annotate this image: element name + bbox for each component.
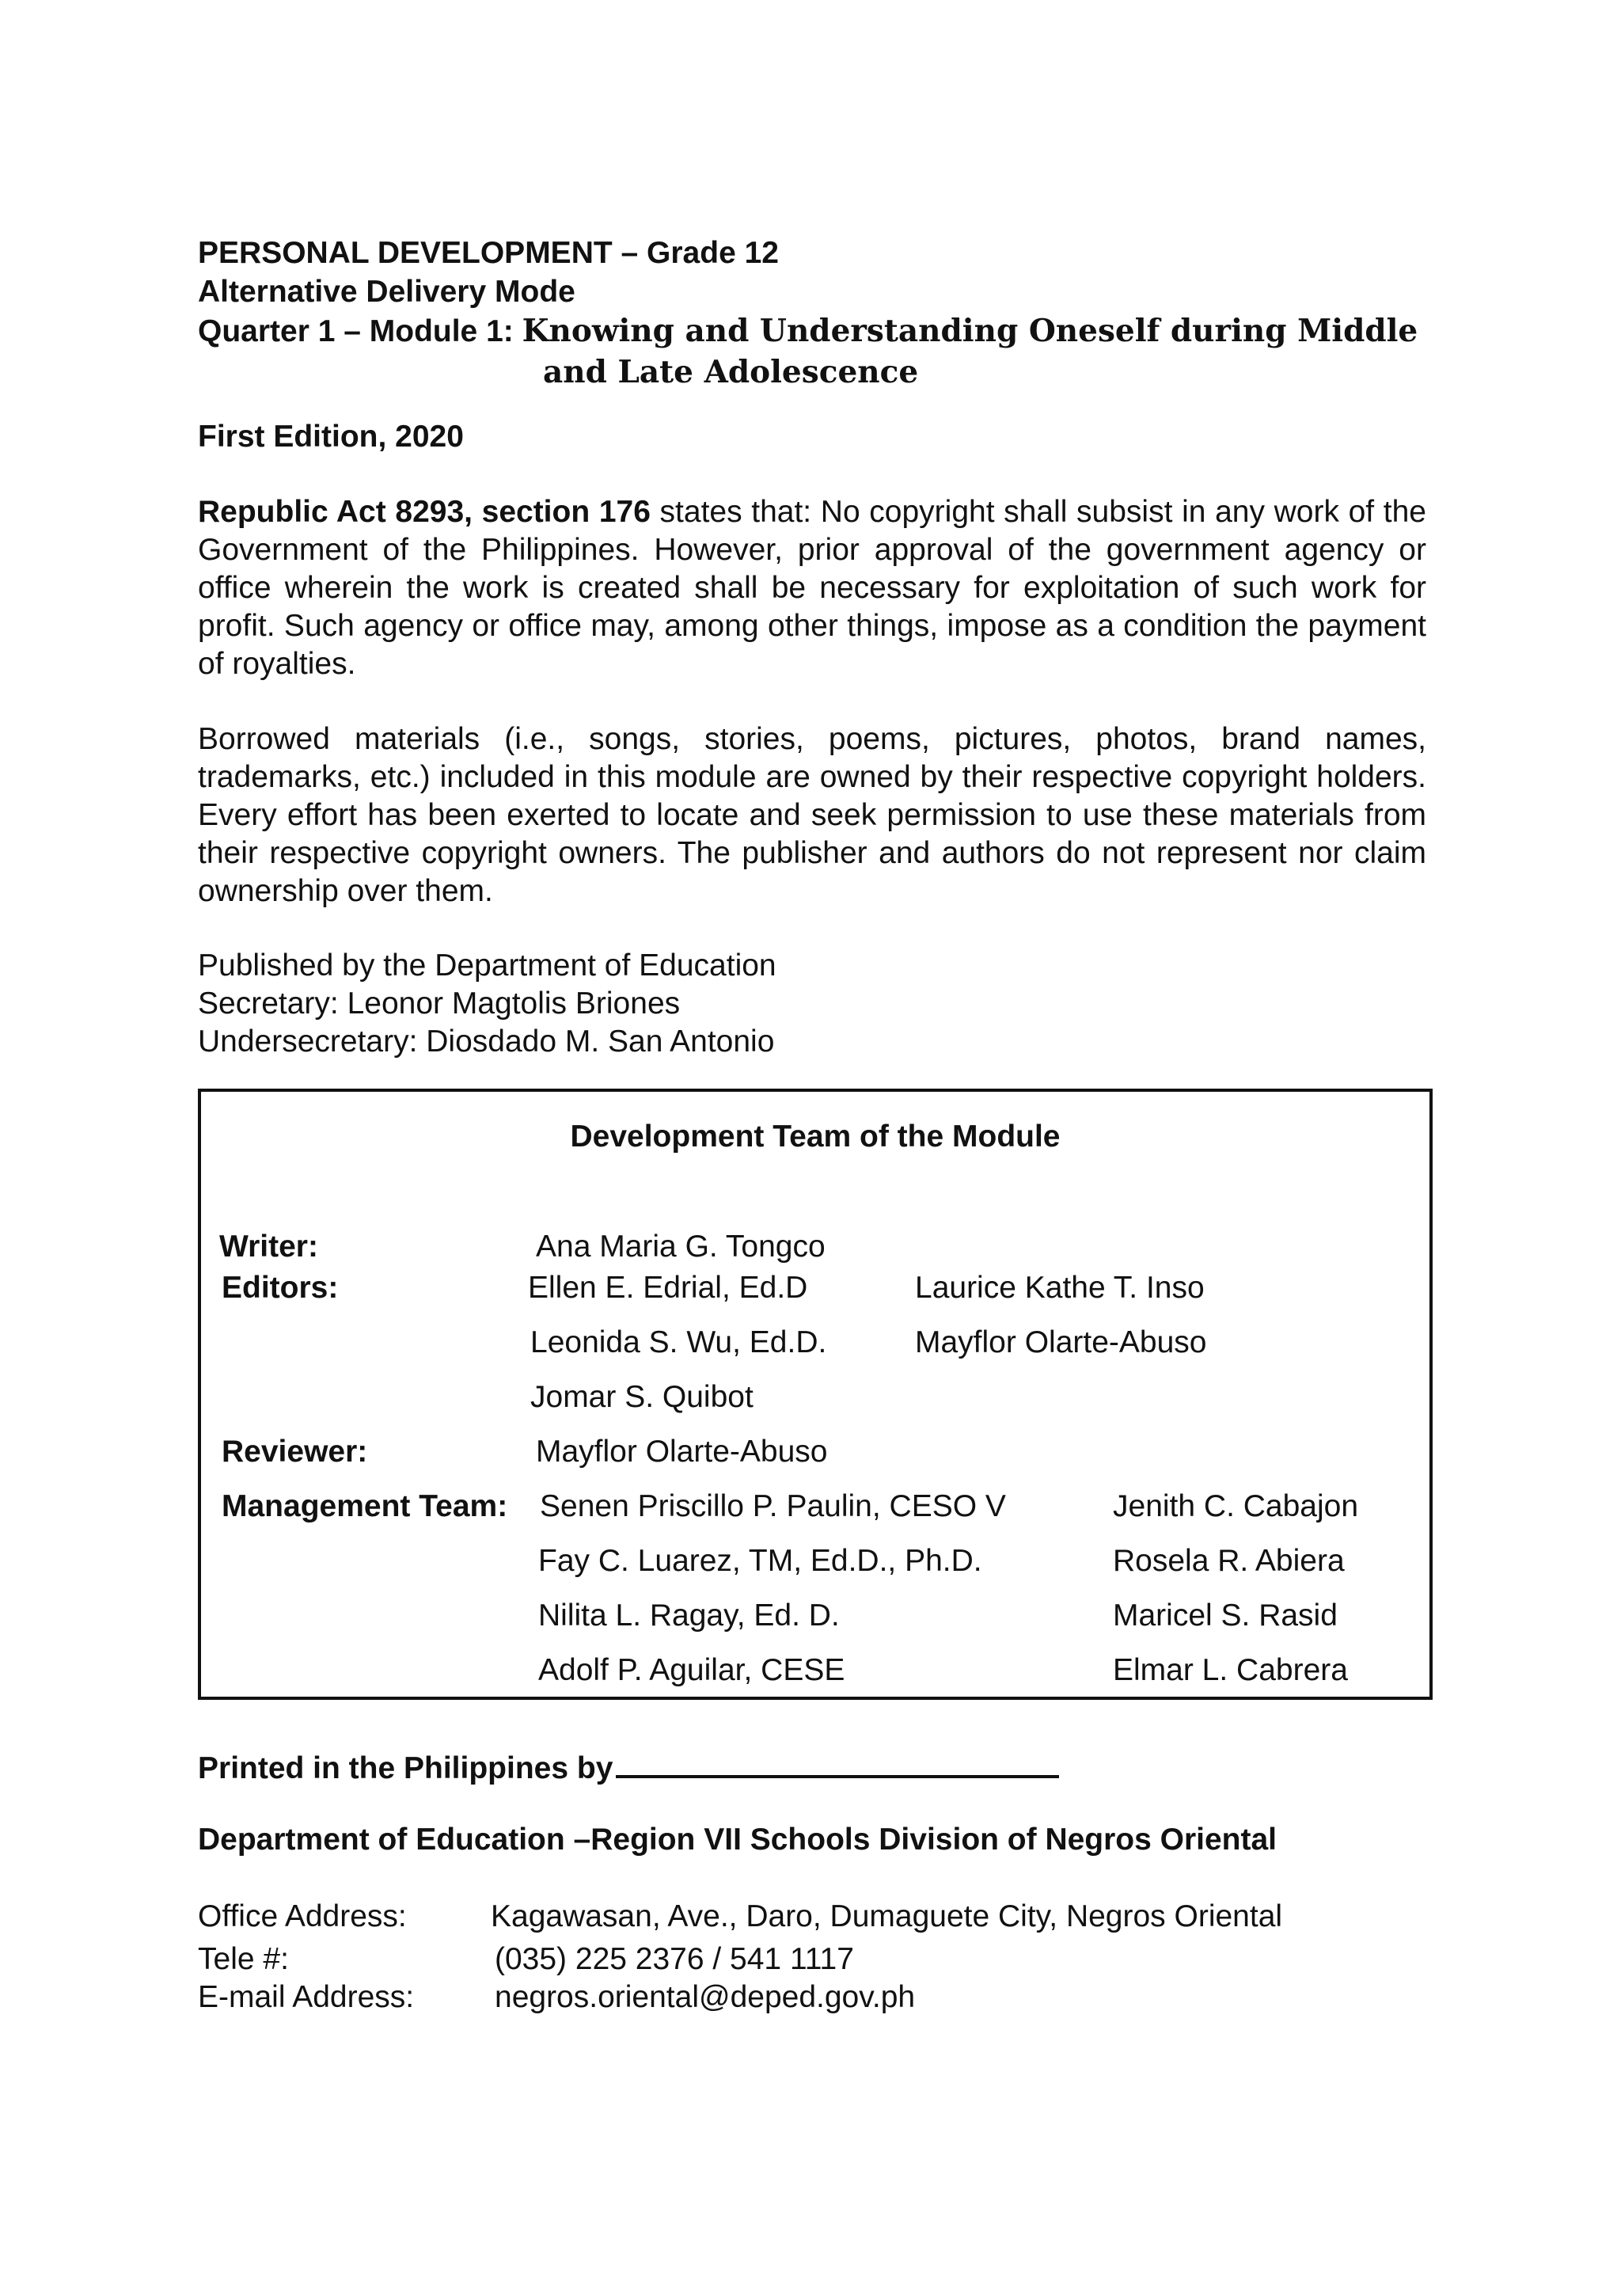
delivery-mode: Alternative Delivery Mode bbox=[198, 275, 575, 309]
editor-name: Leonida S. Wu, Ed.D. bbox=[530, 1325, 827, 1359]
printed-in-line bbox=[198, 1747, 1059, 1786]
editor-name: Laurice Kathe T. Inso bbox=[915, 1271, 1205, 1305]
management-member: Maricel S. Rasid bbox=[1113, 1598, 1338, 1633]
office-address-label: Office Address: bbox=[198, 1899, 407, 1933]
printed-in-text: Printed in the Philippines by bbox=[198, 1751, 613, 1785]
email-label: E-mail Address: bbox=[198, 1980, 415, 2014]
office-address: Kagawasan, Ave., Daro, Dumaguete City, Negros Oriental bbox=[491, 1899, 1283, 1933]
editor-name: Jomar S. Quibot bbox=[530, 1380, 754, 1414]
management-member: Nilita L. Ragay, Ed. D. bbox=[538, 1598, 840, 1633]
subject-title: PERSONAL DEVELOPMENT – Grade 12 bbox=[198, 236, 779, 270]
copyright-paragraph bbox=[198, 493, 1426, 683]
editors-label: Editors: bbox=[222, 1271, 339, 1305]
copyright-text: states that: No copyright shall subsist in any work of the Government of the Philippines. However, prior approval of the government agency or office wherein the work is created shall be necessary for exploitation of such work for profit. Such agency or office may, among other things, impose as a condition the payment of royalties. bbox=[198, 495, 1426, 681]
management-member: Adolf P. Aguilar, CESE bbox=[538, 1653, 845, 1687]
reviewer-name: Mayflor Olarte-Abuso bbox=[536, 1435, 828, 1469]
management-label: Management Team: bbox=[222, 1489, 508, 1523]
management-member: Fay C. Luarez, TM, Ed.D., Ph.D. bbox=[538, 1544, 982, 1578]
undersecretary: Undersecretary: Diosdado M. San Antonio bbox=[198, 1024, 775, 1059]
email-address: negros.oriental@deped.gov.ph bbox=[495, 1980, 916, 2014]
copyright-lead: Republic Act 8293, section 176 bbox=[198, 495, 651, 529]
editor-name: Mayflor Olarte-Abuso bbox=[915, 1325, 1207, 1359]
writer-name: Ana Maria G. Tongco bbox=[536, 1230, 826, 1264]
tele-number: (035) 225 2376 / 541 1117 bbox=[495, 1942, 854, 1976]
printer-blank-line bbox=[616, 1747, 1059, 1778]
team-title: Development Team of the Module bbox=[570, 1119, 1061, 1154]
module-title-line2: and Late Adolescence bbox=[543, 354, 919, 390]
department-line: Department of Education –Region VII Schools Division of Negros Oriental bbox=[198, 1823, 1277, 1857]
edition: First Edition, 2020 bbox=[198, 420, 464, 454]
module-title-line1: Knowing and Understanding Oneself during Middle bbox=[522, 313, 1418, 349]
editor-name: Ellen E. Edrial, Ed.D bbox=[528, 1271, 808, 1305]
tele-label: Tele #: bbox=[198, 1942, 289, 1976]
reviewer-label: Reviewer: bbox=[222, 1435, 368, 1469]
management-member: Elmar L. Cabrera bbox=[1113, 1653, 1348, 1687]
module-prefix: Quarter 1 – Module 1: bbox=[198, 314, 522, 348]
module-line bbox=[198, 312, 1418, 351]
management-member: Jenith C. Cabajon bbox=[1113, 1489, 1359, 1523]
writer-label: Writer: bbox=[219, 1230, 318, 1264]
management-member: Rosela R. Abiera bbox=[1113, 1544, 1345, 1578]
published-by: Published by the Department of Education bbox=[198, 948, 776, 983]
secretary: Secretary: Leonor Magtolis Briones bbox=[198, 986, 681, 1021]
borrowed-materials-paragraph: Borrowed materials (i.e., songs, stories, poems, pictures, photos, brand names, trademarks, etc.) included in this module are owned by their respective copyright holders. Every effort has been exerted to locate and seek permission to use these materials from their respective copyright owners. The publisher and authors do not represent nor claim ownership over them. bbox=[198, 722, 1426, 908]
management-member: Senen Priscillo P. Paulin, CESO V bbox=[540, 1489, 1006, 1523]
